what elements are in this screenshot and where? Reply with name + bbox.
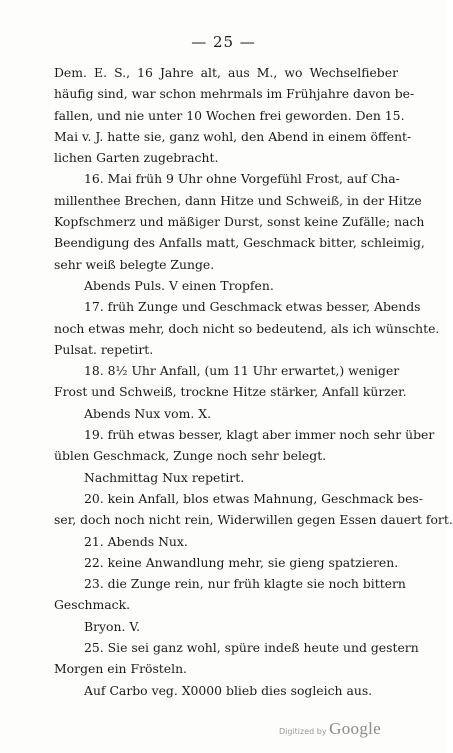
text-line: Beendigung des Anfalls matt, Geschmack bitter, schleimig, [54, 235, 425, 251]
text-line: Frost und Schweiß, trockne Hitze stärker, Anfall kürzer. [54, 384, 407, 400]
text-line: ser, doch noch nicht rein, Widerwillen gegen Essen dauert fort. [54, 512, 453, 528]
watermark-brand: Google [329, 719, 381, 738]
text-line: 17. früh Zunge und Geschmack etwas besser, Abends [84, 299, 421, 315]
text-line: Dem. E. S., 16 Jahre alt, aus M., wo Wechselfieber [54, 65, 398, 80]
text-line: Bryon. V. [84, 618, 141, 634]
text-line: millenthee Brechen, dann Hitze und Schweiß, in der Hitze [54, 192, 422, 208]
text-line: noch etwas mehr, doch nicht so bedeutend, als ich wünschte. [54, 320, 440, 336]
text-line: 16. Mai früh 9 Uhr ohne Vorgefühl Frost, auf Cha- [84, 171, 400, 187]
text-line: Morgen ein Frösteln. [54, 661, 187, 677]
text-line: Geschmack. [54, 597, 131, 613]
text-line: üblen Geschmack, Zunge noch sehr belegt. [54, 448, 327, 464]
text-line: Auf Carbo veg. X0000 blieb dies sogleich aus. [84, 682, 373, 698]
text-line: 22. keine Anwandlung mehr, sie gieng spatzieren. [84, 554, 399, 570]
text-line: Mai v. J. hatte sie, ganz wohl, den Abend in einem öffent- [54, 128, 412, 144]
text-line: Abends Nux vom. X. [84, 405, 212, 421]
text-line: 20. kein Anfall, blos etwas Mahnung, Geschmack bes- [84, 490, 423, 506]
text-line: 19. früh etwas besser, klagt aber immer noch sehr über [84, 427, 435, 443]
text-line: 21. Abends Nux. [84, 533, 188, 549]
text-line: 25. Sie sei ganz wohl, spüre indeß heute und gestern [84, 640, 419, 656]
text-line: lichen Garten zugebracht. [54, 150, 219, 166]
text-line: 23. die Zunge rein, nur früh klagte sie noch bittern [84, 576, 406, 592]
text-line: sehr weiß belegte Zunge. [54, 256, 215, 272]
text-line: Nachmittag Nux repetirt. [84, 469, 245, 485]
text-line: Pulsat. repetirt. [54, 341, 154, 357]
text-line: fallen, und nie unter 10 Wochen frei geworden. Den 15. [54, 107, 405, 123]
text-line: Kopfschmerz und mäßiger Durst, sonst keine Zufälle; nach [54, 214, 425, 230]
page-number: — 25 — [191, 33, 256, 51]
digitized-watermark [279, 719, 381, 739]
text-line: Abends Puls. V einen Tropfen. [84, 277, 274, 293]
text-line: häufig sind, war schon mehrmals im Frühjahre davon be- [54, 86, 415, 102]
body-text [54, 62, 453, 701]
text-line: 18. 8½ Uhr Anfall, (um 11 Uhr erwartet,) weniger [84, 363, 400, 379]
watermark-prefix: Digitized by [278, 727, 327, 736]
